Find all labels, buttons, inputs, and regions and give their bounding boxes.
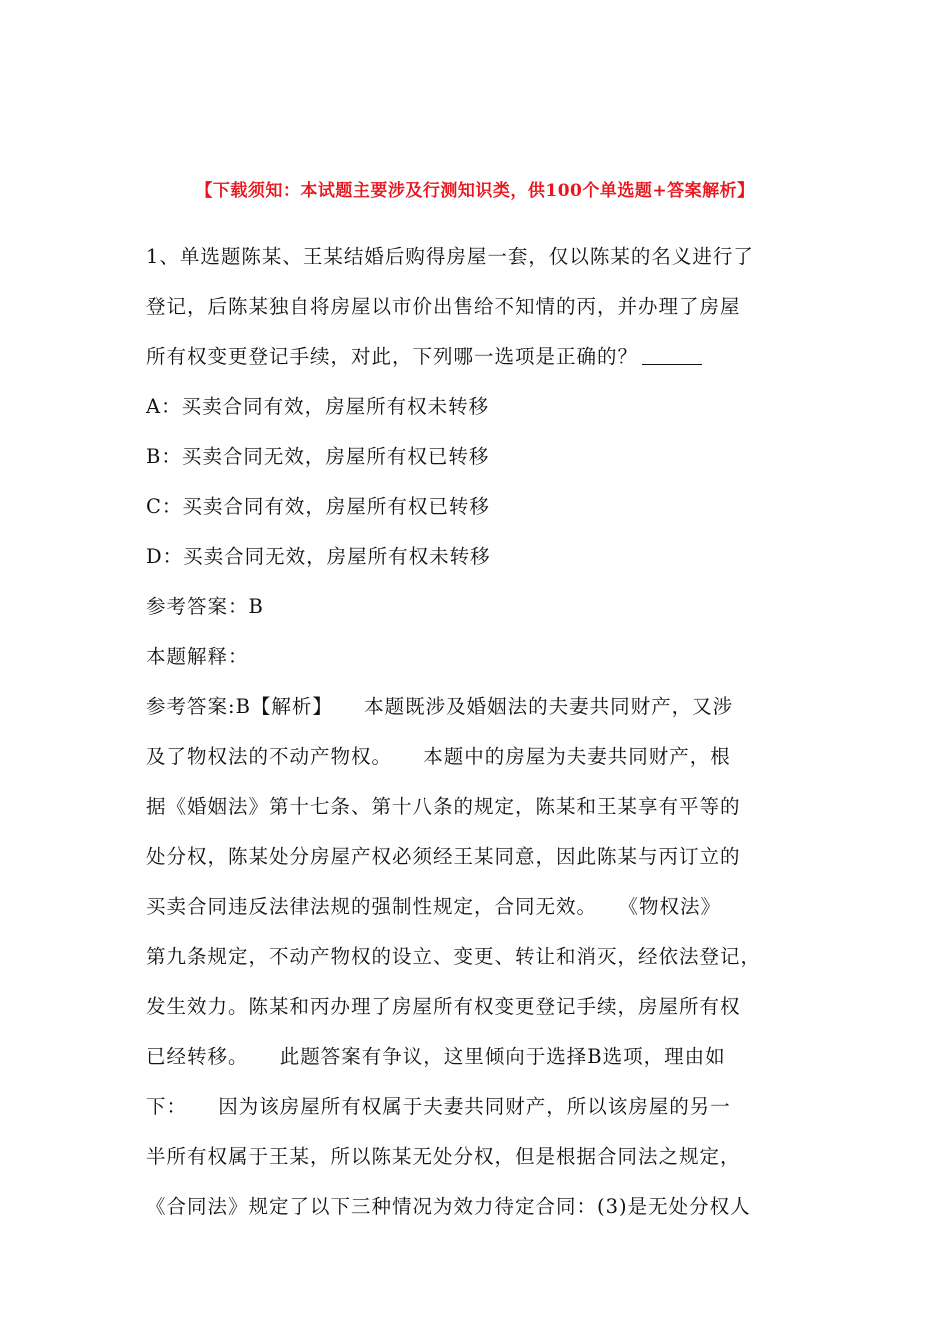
question-line: 1、单选题陈某、王某结婚后购得房屋一套，仅以陈某的名义进行了 bbox=[146, 245, 754, 268]
explanation-line: 及了物权法的不动产物权。 本题中的房屋为夫妻共同财产，根 bbox=[146, 745, 731, 768]
document-body bbox=[146, 232, 818, 1232]
explanation-line: 处分权，陈某处分房屋产权必须经王某同意，因此陈某与丙订立的 bbox=[146, 845, 741, 868]
option-c: C：买卖合同有效，房屋所有权已转移 bbox=[146, 495, 490, 518]
download-notice: 【下载须知：本试题主要涉及行测知识类，供100个单选题+答案解析】 bbox=[195, 181, 755, 201]
explanation-line: 据《婚姻法》第十七条、第十八条的规定，陈某和王某享有平等的 bbox=[146, 795, 741, 818]
explanation-line: 发生效力。陈某和丙办理了房屋所有权变更登记手续，房屋所有权 bbox=[146, 995, 741, 1018]
explanation-line: 已经转移。 此题答案有争议，这里倾向于选择B选项，理由如 bbox=[146, 1045, 726, 1068]
explanation-line: 第九条规定，不动产物权的设立、变更、转让和消灭，经依法登记， bbox=[146, 945, 762, 968]
explanation-line: 半所有权属于王某，所以陈某无处分权，但是根据合同法之规定， bbox=[146, 1145, 741, 1168]
question-line: 登记，后陈某独自将房屋以市价出售给不知情的丙，并办理了房屋 bbox=[146, 295, 741, 318]
explanation-line: 下： 因为该房屋所有权属于夫妻共同财产，所以该房屋的另一 bbox=[146, 1095, 731, 1118]
answer-blank bbox=[642, 342, 702, 365]
reference-answer: 参考答案：B bbox=[146, 595, 264, 618]
option-b: B：买卖合同无效，房屋所有权已转移 bbox=[146, 445, 490, 468]
question-text: 所有权变更登记手续，对此，下列哪一选项是正确的？ bbox=[146, 345, 639, 368]
explanation-line: 《合同法》规定了以下三种情况为效力待定合同：(3)是无处分权人 bbox=[146, 1195, 751, 1218]
option-a: A：买卖合同有效，房屋所有权未转移 bbox=[146, 395, 490, 418]
explanation-title: 本题解释： bbox=[146, 645, 249, 668]
explanation-line: 参考答案:B【解析】 本题既涉及婚姻法的夫妻共同财产，又涉 bbox=[146, 695, 734, 718]
question-line-last bbox=[146, 332, 818, 382]
option-d: D：买卖合同无效，房屋所有权未转移 bbox=[146, 545, 491, 568]
explanation-line: 买卖合同违反法律法规的强制性规定，合同无效。 《物权法》 bbox=[146, 895, 722, 918]
